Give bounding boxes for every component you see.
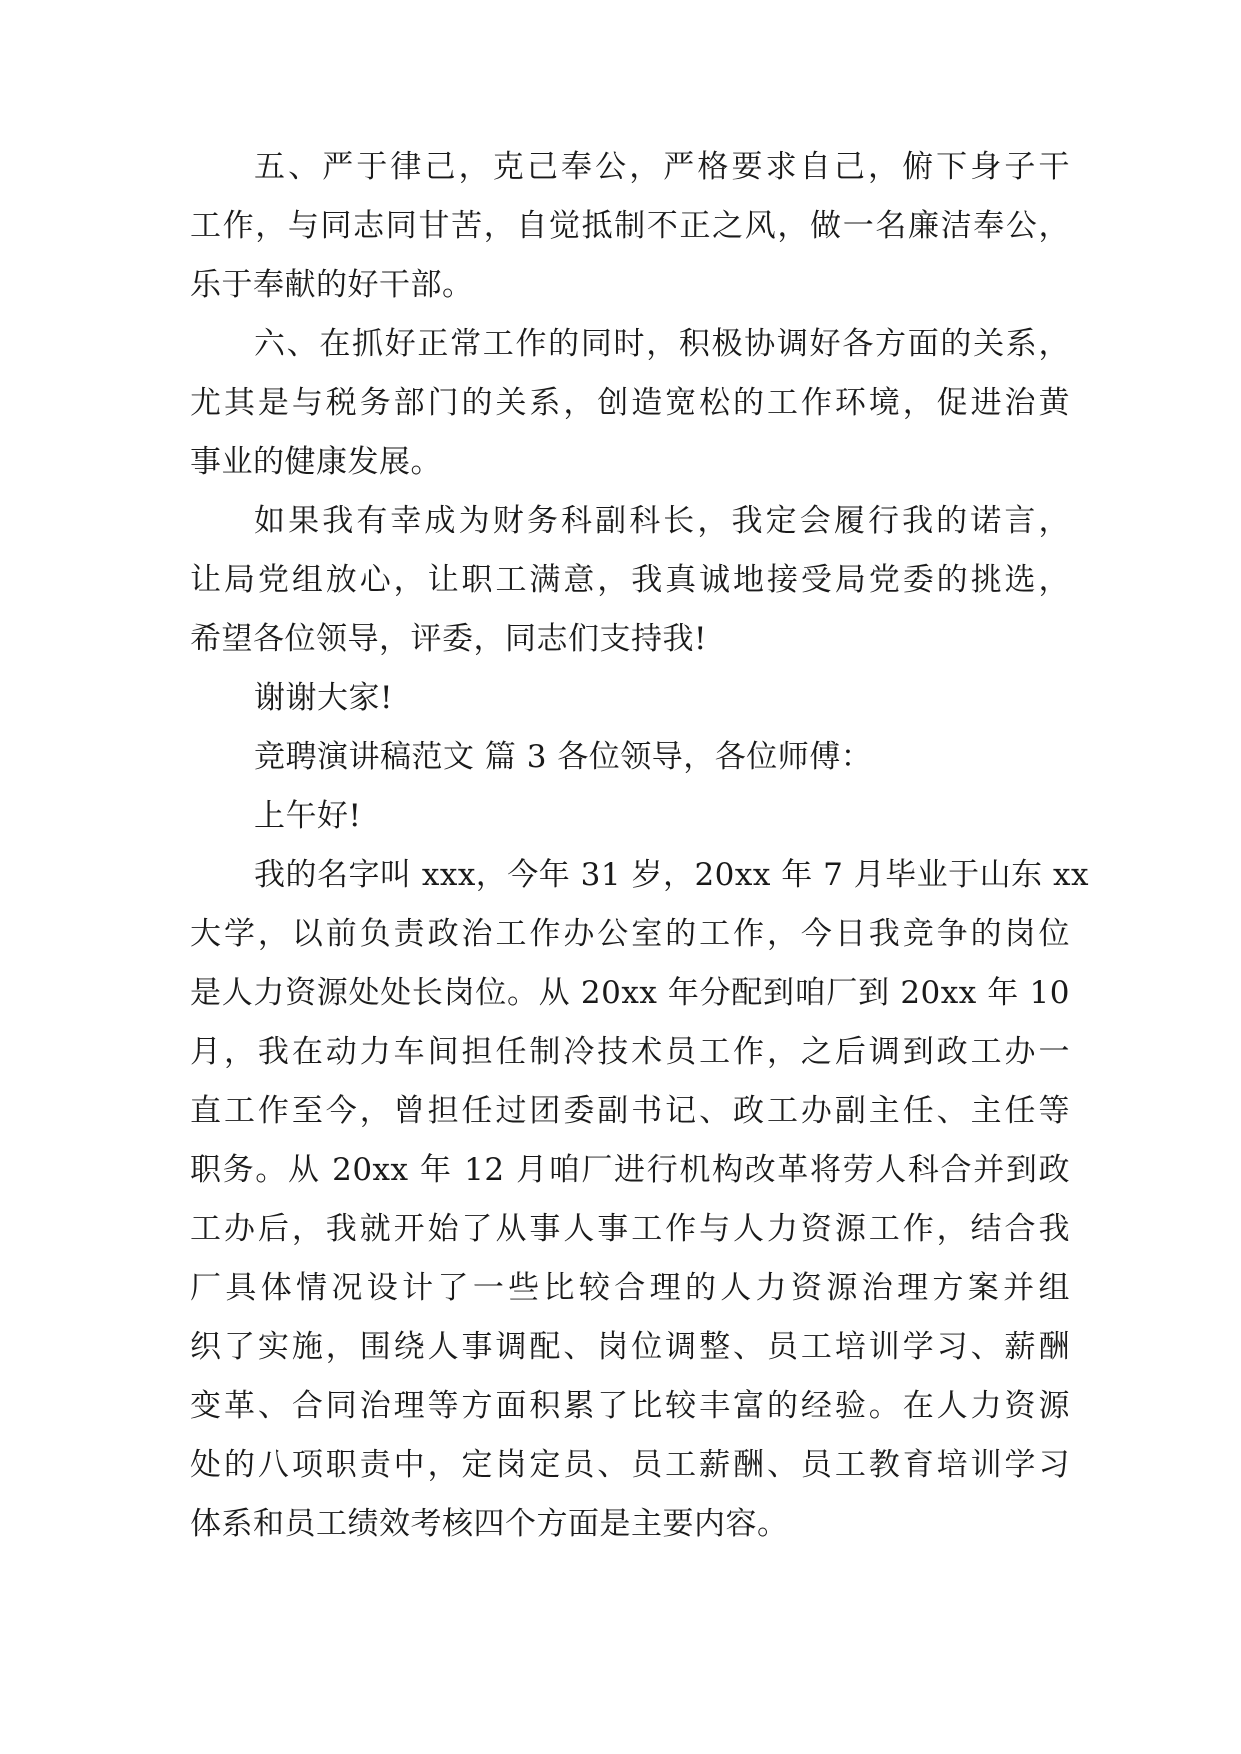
greeting-line: 上午好!: [254, 798, 362, 834]
paragraph-6-line-2: 尤其是与税务部门的关系，创造宽松的工作环境，促进治黄: [190, 385, 1070, 421]
intro-paragraph-line-10: 变革、合同治理等方面积累了比较丰富的经验。在人力资源: [190, 1388, 1070, 1424]
paragraph-6-line-1: 六、在抓好正常工作的同时，积极协调好各方面的关系，: [254, 326, 1070, 362]
intro-paragraph-line-5: 直工作至今，曾担任过团委副书记、政工办副主任、主任等: [190, 1093, 1070, 1129]
intro-paragraph-line-9: 织了实施，围绕人事调配、岗位调整、员工培训学习、薪酬: [190, 1329, 1070, 1365]
intro-paragraph-line-8: 厂具体情况设计了一些比较合理的人力资源治理方案并组: [190, 1270, 1070, 1306]
intro-paragraph-line-3: 是人力资源处处长岗位。从 20xx 年分配到咱厂到 20xx 年 10: [190, 975, 1070, 1011]
intro-paragraph-line-7: 工办后，我就开始了从事人事工作与人力资源工作，结合我: [190, 1211, 1070, 1247]
thanks-line: 谢谢大家!: [254, 680, 393, 716]
intro-paragraph-line-1: 我的名字叫 xxx，今年 31 岁，20xx 年 7 月毕业于山东 xx: [254, 857, 1089, 893]
paragraph-5-line-3: 乐于奉献的好干部。: [190, 267, 474, 303]
intro-paragraph-line-12: 体系和员工绩效考核四个方面是主要内容。: [190, 1506, 789, 1542]
intro-paragraph-line-2: 大学，以前负责政治工作办公室的工作，今日我竞争的岗位: [190, 916, 1070, 952]
paragraph-6-line-3: 事业的健康发展。: [190, 444, 442, 480]
section-heading-line: 竞聘演讲稿范文 篇 3 各位领导，各位师傅：: [254, 739, 873, 775]
closing-paragraph-line-2: 让局党组放心，让职工满意，我真诚地接受局党委的挑选，: [190, 562, 1070, 598]
intro-paragraph-line-6: 职务。从 20xx 年 12 月咱厂进行机构改革将劳人科合并到政: [190, 1152, 1070, 1188]
closing-paragraph-line-3: 希望各位领导，评委，同志们支持我!: [190, 621, 707, 657]
paragraph-5-line-1: 五、严于律己，克己奉公，严格要求自己，俯下身子干: [254, 149, 1070, 185]
closing-paragraph-line-1: 如果我有幸成为财务科副科长，我定会履行我的诺言，: [254, 503, 1070, 539]
intro-paragraph-line-4: 月，我在动力车间担任制冷技术员工作，之后调到政工办一: [190, 1034, 1070, 1070]
intro-paragraph-line-11: 处的八项职责中，定岗定员、员工薪酬、员工教育培训学习: [190, 1447, 1070, 1483]
paragraph-5-line-2: 工作，与同志同甘苦，自觉抵制不正之风，做一名廉洁奉公，: [190, 208, 1070, 244]
